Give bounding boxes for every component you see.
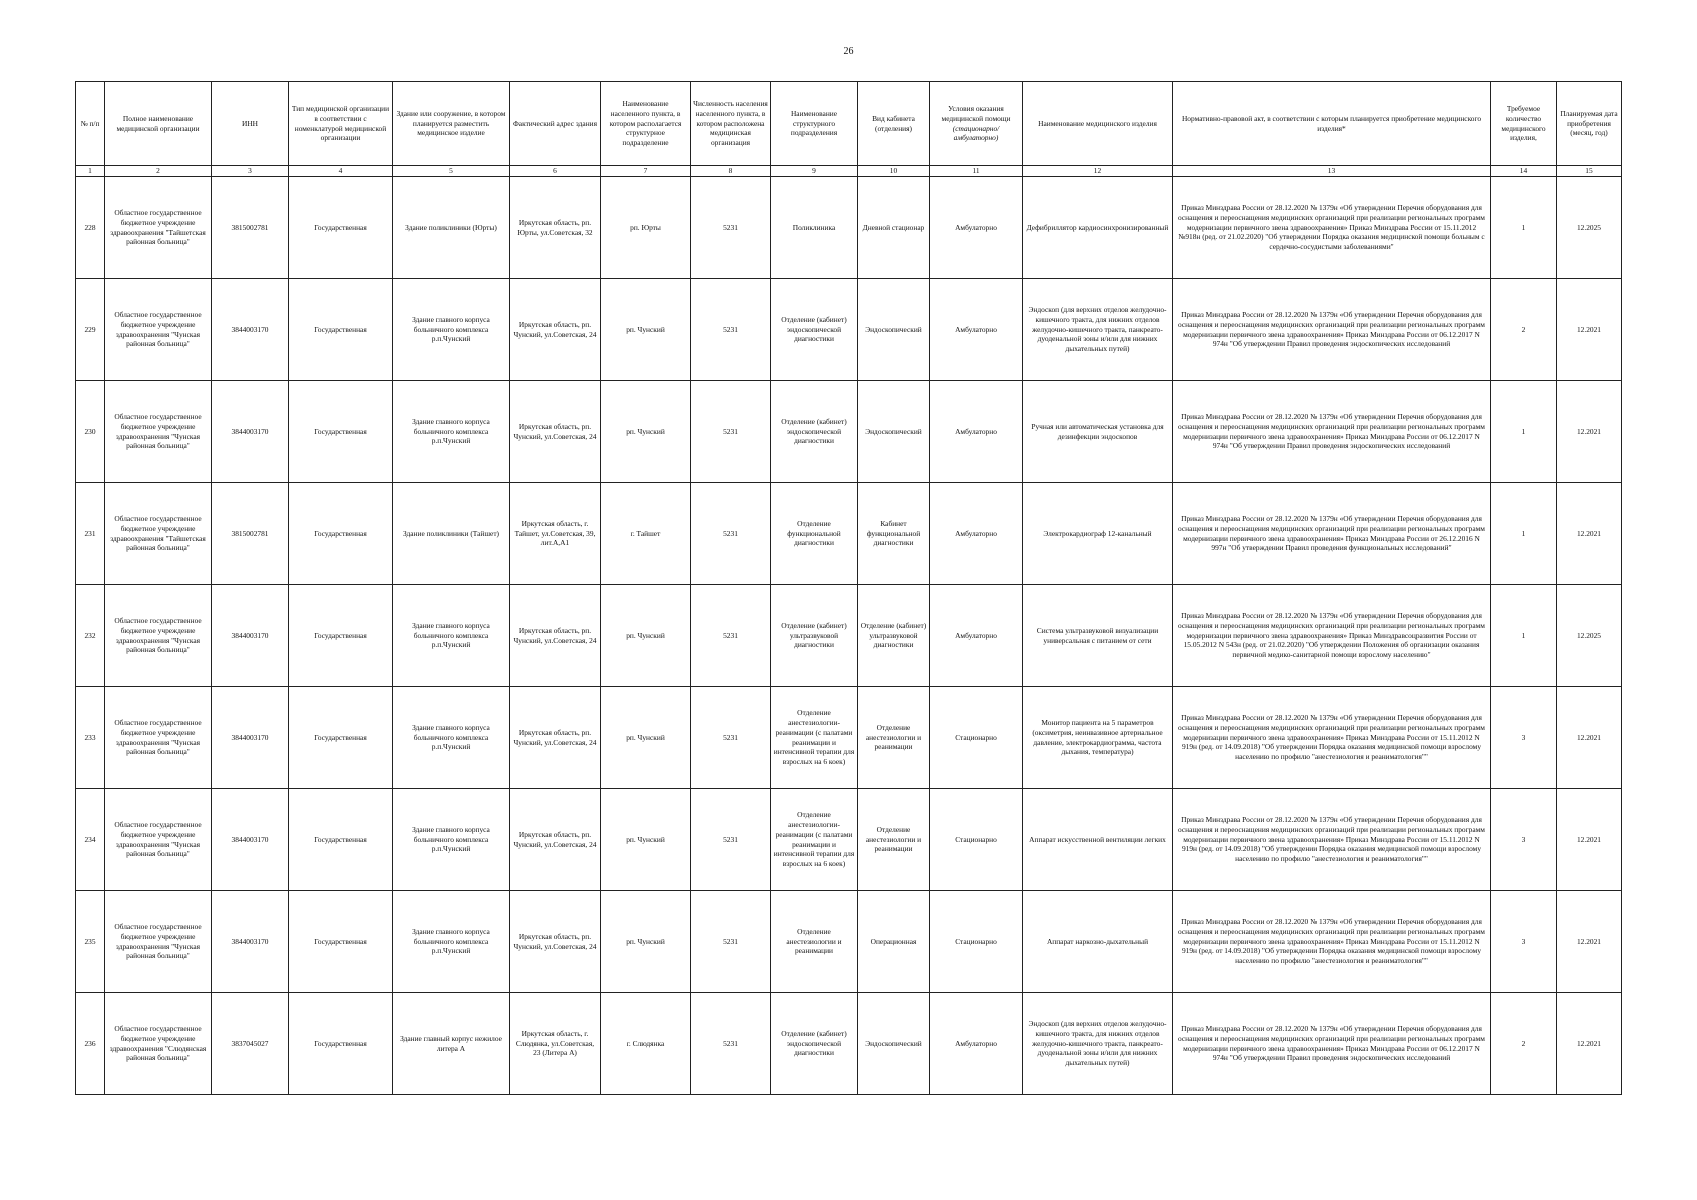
header-cell-label: Условия оказания медицинской помощи: [941, 103, 1011, 123]
header-cell: Наименование медицинского изделия: [1023, 82, 1173, 166]
organization-name: Областное государственное бюджетное учреждение здравоохранения "Тайшетская районная больница": [105, 177, 212, 279]
quantity: 1: [1491, 177, 1557, 279]
header-cell-conditions: [930, 82, 1023, 166]
purchase-date: 12.2025: [1557, 585, 1622, 687]
purchase-date: 12.2021: [1557, 891, 1622, 993]
population: 5231: [691, 891, 771, 993]
care-conditions: Амбулаторно: [930, 381, 1023, 483]
organization-type: Государственная: [289, 279, 393, 381]
address: Иркутская область, рп. Юрты, ул.Советская, 32: [510, 177, 601, 279]
locality: г. Слюдянка: [601, 993, 691, 1095]
division: Отделение (кабинет) ультразвуковой диагностики: [771, 585, 858, 687]
organization-name: Областное государственное бюджетное учреждение здравоохранения "Слюдянская районная больница": [105, 993, 212, 1095]
column-number: 3: [212, 166, 289, 177]
organization-type: Государственная: [289, 993, 393, 1095]
locality: рп. Чунский: [601, 585, 691, 687]
header-cell: Наименование структурного подразделения: [771, 82, 858, 166]
purchase-date: 12.2021: [1557, 279, 1622, 381]
cabinet-type: Отделение (кабинет) ультразвуковой диагностики: [858, 585, 930, 687]
address: Иркутская область, г. Тайшет, ул.Советская, 39, лит.А,А1: [510, 483, 601, 585]
row-number: 236: [76, 993, 105, 1095]
care-conditions: Амбулаторно: [930, 483, 1023, 585]
legal-act: Приказ Минздрава России от 28.12.2020 № 1379н «Об утверждении Перечня оборудования для оснащения и переоснащения медицинских организаций при реализации региональных программ модернизации первичного звена здравоохранения» Приказ Минздрава России от 06.12.2017 N 974н "Об утверждении Правил проведения эндоскопических исследований: [1173, 381, 1491, 483]
cabinet-type: Отделение анестезиологии и реанимации: [858, 687, 930, 789]
address: Иркутская область, рп. Чунский, ул.Советская, 24: [510, 279, 601, 381]
legal-act: Приказ Минздрава России от 28.12.2020 № 1379н «Об утверждении Перечня оборудования для оснащения и переоснащения медицинских организаций при реализации региональных программ модернизации первичного звена здравоохранения» Приказ Минздравсоцразвития России от 15.05.2012 N 543н (ред. от 21.02.2020) "Об утверждении Положения об организации оказания первичной медико-санитарной помощи взрослому населению": [1173, 585, 1491, 687]
cabinet-type: Операционная: [858, 891, 930, 993]
organization-name: Областное государственное бюджетное учреждение здравоохранения "Чунская районная больница": [105, 789, 212, 891]
address: Иркутская область, рп. Чунский, ул.Советская, 24: [510, 687, 601, 789]
device-name: Система ультразвуковой визуализации универсальная с питанием от сети: [1023, 585, 1173, 687]
header-cell: Тип медицинской организации в соответствии с номенклатурой медицинской организации: [289, 82, 393, 166]
division: Отделение (кабинет) эндоскопической диагностики: [771, 381, 858, 483]
row-number: 231: [76, 483, 105, 585]
table-row: [76, 585, 1622, 687]
column-number: 7: [601, 166, 691, 177]
row-number: 235: [76, 891, 105, 993]
legal-act: Приказ Минздрава России от 28.12.2020 № 1379н «Об утверждении Перечня оборудования для оснащения и переоснащения медицинских организаций при реализации региональных программ модернизации первичного звена здравоохранения» Приказ Минздрава России от 26.12.2016 N 997н "Об утверждении Правил проведения функциональных исследований": [1173, 483, 1491, 585]
division: Отделение (кабинет) эндоскопической диагностики: [771, 279, 858, 381]
column-number: 15: [1557, 166, 1622, 177]
organization-type: Государственная: [289, 789, 393, 891]
column-number: 10: [858, 166, 930, 177]
header-cell: № п/п: [76, 82, 105, 166]
purchase-date: 12.2021: [1557, 789, 1622, 891]
inn: 3844003170: [212, 585, 289, 687]
quantity: 2: [1491, 993, 1557, 1095]
device-name: Аппарат искусственной вентиляции легких: [1023, 789, 1173, 891]
column-number: 6: [510, 166, 601, 177]
column-number: 1: [76, 166, 105, 177]
organization-name: Областное государственное бюджетное учреждение здравоохранения "Чунская районная больница": [105, 687, 212, 789]
care-conditions: Амбулаторно: [930, 585, 1023, 687]
row-number: 229: [76, 279, 105, 381]
population: 5231: [691, 789, 771, 891]
building: Здание главного корпуса больничного комплекса р.п.Чунский: [393, 687, 510, 789]
purchase-date: 12.2021: [1557, 687, 1622, 789]
legal-act: Приказ Минздрава России от 28.12.2020 № 1379н «Об утверждении Перечня оборудования для оснащения и переоснащения медицинских организаций при реализации региональных программ модернизации первичного звена здравоохранения» Приказ Минздрава России от 06.12.2017 N 974н "Об утверждении Правил проведения эндоскопических исследований: [1173, 279, 1491, 381]
row-number: 234: [76, 789, 105, 891]
device-name: Ручная или автоматическая установка для дезинфекции эндоскопов: [1023, 381, 1173, 483]
quantity: 3: [1491, 687, 1557, 789]
address: Иркутская область, рп. Чунский, ул.Советская, 24: [510, 585, 601, 687]
cabinet-type: Эндоскопический: [858, 279, 930, 381]
population: 5231: [691, 381, 771, 483]
locality: рп. Юрты: [601, 177, 691, 279]
locality: рп. Чунский: [601, 789, 691, 891]
quantity: 1: [1491, 585, 1557, 687]
building: Здание поликлиники (Тайшет): [393, 483, 510, 585]
population: 5231: [691, 993, 771, 1095]
address: Иркутская область, рп. Чунский, ул.Советская, 24: [510, 381, 601, 483]
organization-type: Государственная: [289, 891, 393, 993]
organization-name: Областное государственное бюджетное учреждение здравоохранения "Чунская районная больница": [105, 585, 212, 687]
table-row: [76, 687, 1622, 789]
table-row: [76, 483, 1622, 585]
device-name: Эндоскоп (для верхних отделов желудочно-кишечного тракта, для нижних отделов желудочно-кишечного тракта, панкреато-дуоденальной зоны и/или для нижних дыхательных путей): [1023, 279, 1173, 381]
device-name: Аппарат наркозно-дыхательный: [1023, 891, 1173, 993]
purchase-date: 12.2021: [1557, 483, 1622, 585]
header-cell: Полное наименование медицинской организации: [105, 82, 212, 166]
header-cell: Вид кабинета (отделения): [858, 82, 930, 166]
header-cell: Нормативно-правовой акт, в соответствии с которым планируется приобретение медицинского изделия*: [1173, 82, 1491, 166]
purchase-date: 12.2025: [1557, 177, 1622, 279]
building: Здание главного корпуса больничного комплекса р.п.Чунский: [393, 789, 510, 891]
header-cell: Фактический адрес здания: [510, 82, 601, 166]
organization-name: Областное государственное бюджетное учреждение здравоохранения "Тайшетская районная больница": [105, 483, 212, 585]
building: Здание главного корпуса больничного комплекса р.п.Чунский: [393, 891, 510, 993]
cabinet-type: Отделение анестезиологии и реанимации: [858, 789, 930, 891]
row-number: 228: [76, 177, 105, 279]
cabinet-type: Дневной стационар: [858, 177, 930, 279]
legal-act: Приказ Минздрава России от 28.12.2020 № 1379н «Об утверждении Перечня оборудования для оснащения и переоснащения медицинских организаций при реализации региональных программ модернизации первичного звена здравоохранения» Приказ Минздрава России от 15.11.2012 N 919н (ред. от 14.09.2018) "Об утверждении Порядка оказания медицинской помощи взрослому населению по профилю "анестезиология и реаниматология"": [1173, 687, 1491, 789]
legal-act: Приказ Минздрава России от 28.12.2020 № 1379н «Об утверждении Перечня оборудования для оснащения и переоснащения медицинских организаций при реализации региональных программ модернизации первичного звена здравоохранения» Приказ Минздрава России от 06.12.2017 N 974н "Об утверждении Правил проведения эндоскопических исследований: [1173, 993, 1491, 1095]
division: Отделение анестезиологии-реанимации (с палатами реанимации и интенсивной терапии для взрослых на 6 коек): [771, 687, 858, 789]
legal-act: Приказ Минздрава России от 28.12.2020 № 1379н «Об утверждении Перечня оборудования для оснащения и переоснащения медицинских организаций при реализации региональных программ модернизации первичного звена здравоохранения» Приказ Минздрава России от 15.11.2012 N 919н (ред. от 14.09.2018) "Об утверждении Порядка оказания медицинской помощи взрослому населению по профилю "анестезиология и реаниматология"": [1173, 789, 1491, 891]
column-number: 11: [930, 166, 1023, 177]
quantity: 3: [1491, 789, 1557, 891]
building: Здание главный корпус нежилое литера А: [393, 993, 510, 1095]
division: Отделение функциональной диагностики: [771, 483, 858, 585]
quantity: 1: [1491, 381, 1557, 483]
equipment-table: [75, 81, 1622, 1095]
locality: рп. Чунский: [601, 279, 691, 381]
care-conditions: Амбулаторно: [930, 279, 1023, 381]
division: Отделение (кабинет) эндоскопической диагностики: [771, 993, 858, 1095]
address: Иркутская область, рп. Чунский, ул.Советская, 24: [510, 891, 601, 993]
inn: 3844003170: [212, 891, 289, 993]
population: 5231: [691, 279, 771, 381]
population: 5231: [691, 177, 771, 279]
quantity: 1: [1491, 483, 1557, 585]
locality: г. Тайшет: [601, 483, 691, 585]
table-row: [76, 279, 1622, 381]
header-cell-italic: (стационарно/амбулаторно): [952, 123, 1000, 143]
legal-act: Приказ Минздрава России от 28.12.2020 № 1379н «Об утверждении Перечня оборудования для оснащения и переоснащения медицинских организаций при реализации региональных программ модернизации первичного звена здравоохранения» Приказ Минздрава России от 15.11.2012 N 919н (ред. от 14.09.2018) "Об утверждении Порядка оказания медицинской помощи взрослому населению по профилю "анестезиология и реаниматология"": [1173, 891, 1491, 993]
inn: 3837045027: [212, 993, 289, 1095]
organization-type: Государственная: [289, 381, 393, 483]
building: Здание главного корпуса больничного комплекса р.п.Чунский: [393, 381, 510, 483]
device-name: Эндоскоп (для верхних отделов желудочно-кишечного тракта, для нижних отделов желудочно-кишечного тракта, панкреато-дуоденальной зоны и/или для нижних дыхательных путей): [1023, 993, 1173, 1095]
column-number: 9: [771, 166, 858, 177]
table-row: [76, 177, 1622, 279]
locality: рп. Чунский: [601, 891, 691, 993]
table-row: [76, 891, 1622, 993]
column-number: 8: [691, 166, 771, 177]
cabinet-type: Эндоскопический: [858, 993, 930, 1095]
header-cell: Здание или сооружение, в котором планируется разместить медицинское изделие: [393, 82, 510, 166]
division: Поликлиника: [771, 177, 858, 279]
care-conditions: Стационарно: [930, 687, 1023, 789]
building: Здание главного корпуса больничного комплекса р.п.Чунский: [393, 585, 510, 687]
cabinet-type: Кабинет функциональной диагностики: [858, 483, 930, 585]
column-number: 14: [1491, 166, 1557, 177]
division: Отделение анестезиологии-реанимации (с палатами реанимации и интенсивной терапии для взрослых на 6 коек): [771, 789, 858, 891]
header-row: [76, 82, 1622, 166]
building: Здание поликлиники (Юрты): [393, 177, 510, 279]
address: Иркутская область, г. Слюдянка, ул.Советская, 23 (Литера А): [510, 993, 601, 1095]
cabinet-type: Эндоскопический: [858, 381, 930, 483]
header-cell: ИНН: [212, 82, 289, 166]
device-name: Электрокардиограф 12-канальный: [1023, 483, 1173, 585]
column-number: 5: [393, 166, 510, 177]
page-number: 26: [843, 46, 854, 57]
legal-act: Приказ Минздрава России от 28.12.2020 № 1379н «Об утверждении Перечня оборудования для оснащения и переоснащения медицинских организаций при реализации региональных программ модернизации первичного звена здравоохранения» Приказ Минздрава России от 15.11.2012 №918н (ред. от 21.02.2020) "Об утверждении Порядка оказания медицинской помощи больным с сердечно-сосудистыми заболеваниями": [1173, 177, 1491, 279]
header-cell: Численность населения населенного пункта, в котором расположена медицинская организация: [691, 82, 771, 166]
table-row: [76, 993, 1622, 1095]
inn: 3844003170: [212, 789, 289, 891]
inn: 3844003170: [212, 687, 289, 789]
care-conditions: Стационарно: [930, 789, 1023, 891]
organization-name: Областное государственное бюджетное учреждение здравоохранения "Чунская районная больница": [105, 381, 212, 483]
table-row: [76, 381, 1622, 483]
population: 5231: [691, 585, 771, 687]
quantity: 2: [1491, 279, 1557, 381]
building: Здание главного корпуса больничного комплекса р.п.Чунский: [393, 279, 510, 381]
header-cell: Планируемая дата приобретения (месяц, год): [1557, 82, 1622, 166]
care-conditions: Амбулаторно: [930, 993, 1023, 1095]
division: Отделение анестезиологии и реанимации: [771, 891, 858, 993]
inn: 3815002781: [212, 483, 289, 585]
care-conditions: Амбулаторно: [930, 177, 1023, 279]
organization-type: Государственная: [289, 177, 393, 279]
purchase-date: 12.2021: [1557, 381, 1622, 483]
inn: 3844003170: [212, 381, 289, 483]
care-conditions: Стационарно: [930, 891, 1023, 993]
inn: 3815002781: [212, 177, 289, 279]
locality: рп. Чунский: [601, 687, 691, 789]
column-number-row: [76, 166, 1622, 177]
column-number: 2: [105, 166, 212, 177]
device-name: Монитор пациента на 5 параметров (оксиметрия, неинвазивное артериальное давление, электрокардиограмма, частота дыхания, температура): [1023, 687, 1173, 789]
population: 5231: [691, 483, 771, 585]
purchase-date: 12.2021: [1557, 993, 1622, 1095]
quantity: 3: [1491, 891, 1557, 993]
row-number: 232: [76, 585, 105, 687]
population: 5231: [691, 687, 771, 789]
organization-name: Областное государственное бюджетное учреждение здравоохранения "Чунская районная больница": [105, 279, 212, 381]
device-name: Дефибриллятор кардиосинхронизированный: [1023, 177, 1173, 279]
organization-type: Государственная: [289, 483, 393, 585]
column-number: 13: [1173, 166, 1491, 177]
column-number: 12: [1023, 166, 1173, 177]
row-number: 230: [76, 381, 105, 483]
row-number: 233: [76, 687, 105, 789]
header-cell: Требуемое количество медицинского изделия,: [1491, 82, 1557, 166]
organization-type: Государственная: [289, 687, 393, 789]
locality: рп. Чунский: [601, 381, 691, 483]
column-number: 4: [289, 166, 393, 177]
inn: 3844003170: [212, 279, 289, 381]
address: Иркутская область, рп. Чунский, ул.Советская, 24: [510, 789, 601, 891]
header-cell: Наименование населенного пункта, в котором располагается структурное подразделение: [601, 82, 691, 166]
organization-type: Государственная: [289, 585, 393, 687]
organization-name: Областное государственное бюджетное учреждение здравоохранения "Чунская районная больница": [105, 891, 212, 993]
table-row: [76, 789, 1622, 891]
